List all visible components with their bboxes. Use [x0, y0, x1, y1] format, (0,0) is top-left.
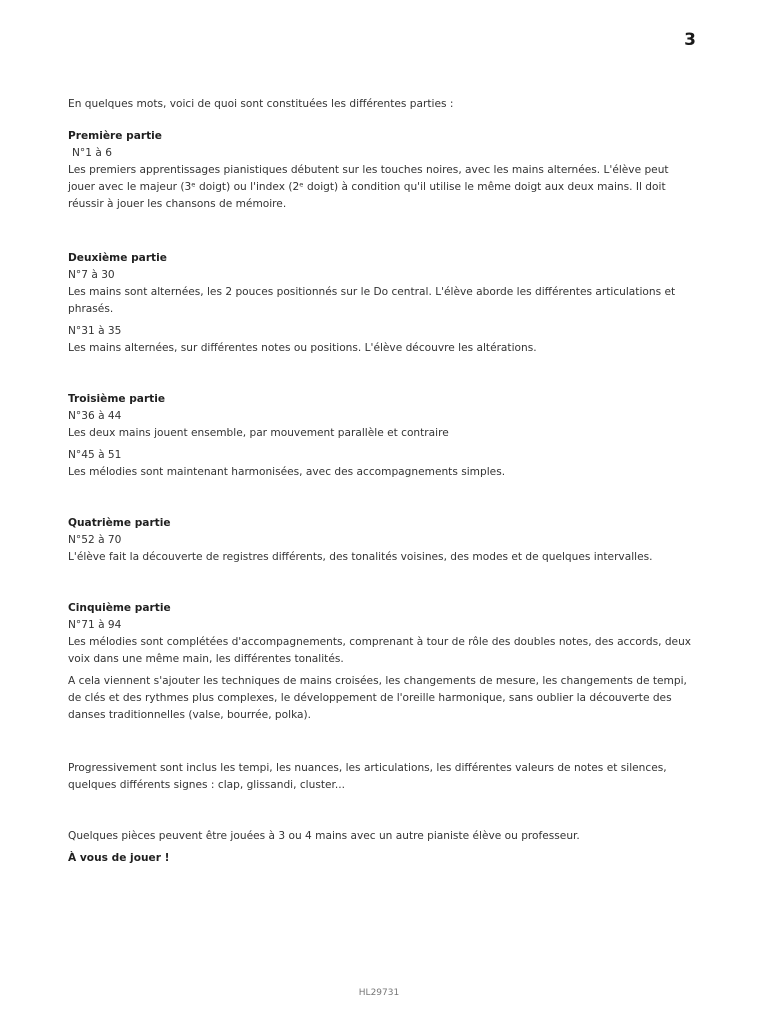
section-range: N°52 à 70 [68, 534, 122, 546]
section-description: L'élève fait la découverte de registres différents, des tonalités voisines, des modes et de quelques intervalles. [68, 551, 653, 563]
section-range: N°7 à 30 [68, 269, 115, 281]
four-hands-text: Quelques pièces peuvent être jouées à 3 ou 4 mains avec un autre pianiste élève ou professeur. [68, 830, 580, 842]
footer-code: HL29731 [358, 988, 400, 998]
page-number: 3 [684, 30, 696, 50]
intro-text: En quelques mots, voici de quoi sont constituées les différentes parties : [68, 98, 454, 110]
section-range: N°31 à 35 [68, 325, 122, 337]
section-extra-text: A cela viennent s'ajouter les techniques de mains croisées, les changements de mesure, les changements de tempi, de clés et des rythmes plus complexes, le développement de l'oreille harmonique, sans oublier la découverte des danses traditionnelles (valse, bourrée, polka). [68, 675, 687, 721]
section-title: Deuxième partie [68, 252, 167, 264]
section-deuxieme-partie [68, 250, 694, 357]
section-description: Les mains alternées, sur différentes notes ou positions. L'élève découvre les altérations. [68, 342, 537, 354]
section-range: N°36 à 44 [68, 410, 122, 422]
section-cinquieme-partie [68, 600, 694, 724]
section-range: N°45 à 51 [68, 449, 122, 461]
progression-text: Progressivement sont inclus les tempi, les nuances, les articulations, les différentes valeurs de notes et silences, quelques différents signes : clap, glissandi, cluster... [68, 762, 667, 791]
section-description: Les deux mains jouent ensemble, par mouvement parallèle et contraire [68, 427, 449, 439]
closing-strong: À vous de jouer ! [68, 852, 170, 864]
section-troisieme-partie [68, 391, 694, 481]
section-title: Cinquième partie [68, 602, 171, 614]
page-content [68, 96, 694, 867]
section-title: Quatrième partie [68, 517, 171, 529]
section-description: Les premiers apprentissages pianistiques débutent sur les touches noires, avec les mains alternées. L'élève peut jouer avec le majeur (3ᵉ doigt) ou l'index (2ᵉ doigt) à condition qu'il utilise le même doigt aux deux mains. Il doit réussir à jouer les chansons de mémoire. [68, 164, 669, 210]
section-title: Troisième partie [68, 393, 166, 405]
section-description: Les mains sont alternées, les 2 pouces positionnés sur le Do central. L'élève aborde les différentes articulations et phrasés. [68, 286, 676, 315]
closing-text [68, 850, 694, 867]
section-description: Les mélodies sont complétées d'accompagnements, comprenant à tour de rôle des doubles notes, des accords, deux voix dans une même main, les différentes tonalités. [68, 636, 692, 665]
section-quatrieme-partie [68, 515, 694, 566]
section-description: Les mélodies sont maintenant harmonisées, avec des accompagnements simples. [68, 466, 506, 478]
section-premiere-partie [68, 128, 694, 213]
section-range: N°71 à 94 [68, 619, 122, 631]
section-range: N°1 à 6 [72, 147, 112, 159]
section-title: Première partie [68, 130, 162, 142]
